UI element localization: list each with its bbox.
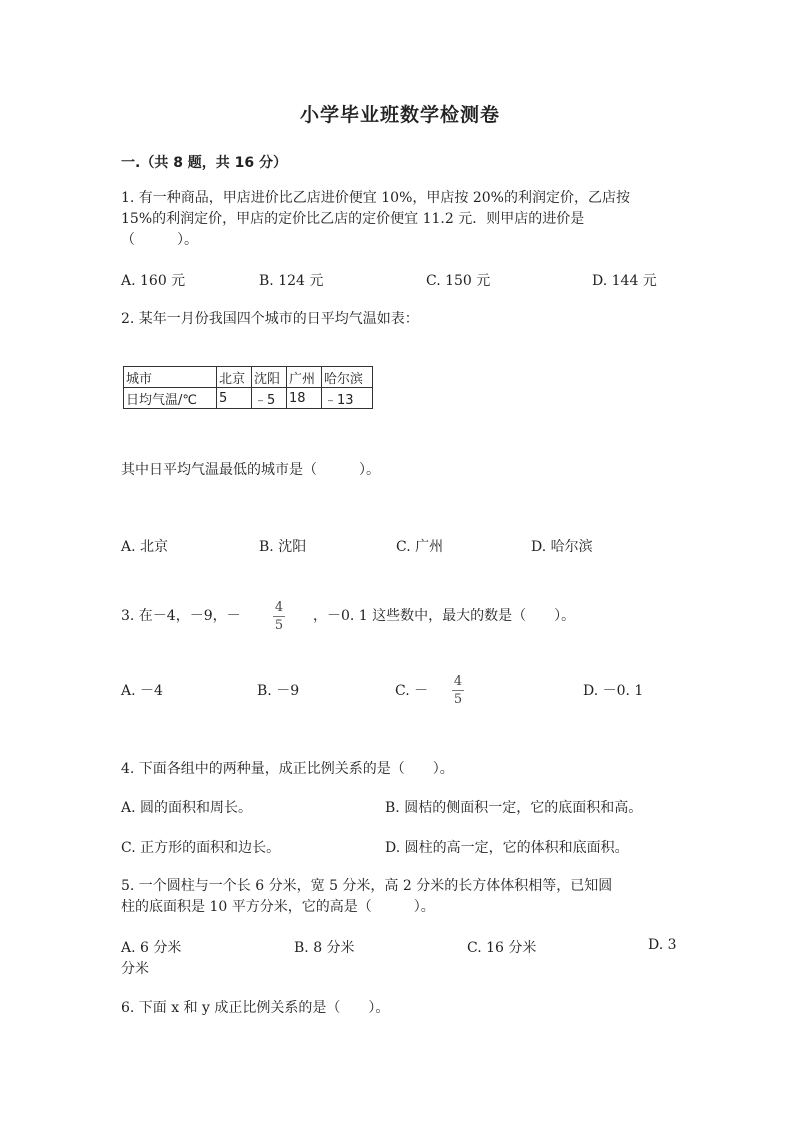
q1-option-b: B. 124 元 — [259, 273, 324, 289]
fraction-bar — [452, 690, 464, 691]
q3-fraction — [273, 600, 285, 633]
q5-option-c: C. 16 分米 — [467, 940, 537, 956]
table-cell: 日均气温/℃ — [124, 388, 217, 409]
q1-option-d: D. 144 元 — [592, 273, 657, 289]
section-heading: 一.（共 8 题，共 16 分） — [121, 155, 288, 171]
q2-stem: 2. 某年一月份我国四个城市的日平均气温如表： — [121, 311, 419, 327]
table-cell: ﹣5 — [252, 388, 287, 409]
q2-question: 其中日平均气温最低的城市是（ ）。 — [121, 462, 380, 478]
table-cell: 沈阳 — [252, 367, 287, 388]
table-row — [124, 388, 373, 409]
table-cell: 广州 — [287, 367, 322, 388]
q1-line-3: （ ）。 — [121, 232, 198, 248]
q3-stem-start: 3. 在－4，－9，－ — [121, 608, 241, 624]
temperature-table — [123, 366, 373, 409]
q4-option-c: C. 正方形的面积和边长。 — [121, 840, 281, 856]
table-cell: 北京 — [217, 367, 252, 388]
q5-line-2: 柱的底面积是 10 平方分米，它的高是（ ）。 — [121, 899, 435, 915]
q1-option-a: A. 160 元 — [121, 273, 186, 289]
q2-option-a: A. 北京 — [121, 539, 169, 555]
q1-line-2: 15%的利润定价，甲店的定价比乙店的定价便宜 11.2 元．则甲店的进价是 — [121, 211, 585, 227]
q4-option-b: B. 圆桔的侧面积一定，它的底面积和高。 — [385, 800, 643, 816]
table-cell: 哈尔滨 — [322, 367, 373, 388]
q4-stem: 4. 下面各组中的两种量，成正比例关系的是（ ）。 — [121, 761, 454, 777]
table-cell: 5 — [217, 388, 252, 409]
q3-stem-end: ，－0. 1 这些数中，最大的数是（ ）。 — [313, 608, 576, 624]
table-cell: 城市 — [124, 367, 217, 388]
q5-option-b: B. 8 分米 — [294, 940, 355, 956]
q1-option-c: C. 150 元 — [426, 273, 491, 289]
fraction-denominator: 5 — [453, 692, 463, 707]
q1-line-1: 1. 有一种商品，甲店进价比乙店进价便宜 10%，甲店按 20%的利润定价，乙店按 — [121, 190, 630, 206]
page-title: 小学毕业班数学检测卷 — [299, 104, 500, 126]
q3-option-a: A. －4 — [121, 683, 163, 699]
table-header-row — [124, 367, 373, 388]
q3-option-b: B. －9 — [257, 683, 300, 699]
q3-option-c-fraction — [452, 674, 464, 707]
fraction-numerator: 4 — [274, 600, 284, 615]
q6-stem: 6. 下面 x 和 y 成正比例关系的是（ ）。 — [121, 1000, 390, 1016]
q5-option-d: D. 3 — [648, 937, 677, 953]
table-cell: ﹣13 — [322, 388, 373, 409]
q3-option-d: D. －0. 1 — [583, 683, 644, 699]
fraction-numerator: 4 — [453, 674, 463, 689]
q2-option-d: D. 哈尔滨 — [531, 539, 593, 555]
q4-option-d: D. 圆柱的高一定，它的体积和底面积。 — [385, 840, 629, 856]
q5-line-1: 5. 一个圆柱与一个长 6 分米，宽 5 分米，高 2 分米的长方体体积相等，已知圆 — [121, 878, 613, 894]
fraction-bar — [273, 616, 285, 617]
q5-option-d-unit: 分米 — [121, 961, 149, 977]
q2-option-b: B. 沈阳 — [259, 539, 307, 555]
q4-option-a: A. 圆的面积和周长。 — [121, 800, 253, 816]
fraction-denominator: 5 — [274, 618, 284, 633]
q2-option-c: C. 广州 — [396, 539, 444, 555]
q5-option-a: A. 6 分米 — [121, 940, 182, 956]
q3-option-c: C. － — [395, 683, 429, 699]
table-cell: 18 — [287, 388, 322, 409]
